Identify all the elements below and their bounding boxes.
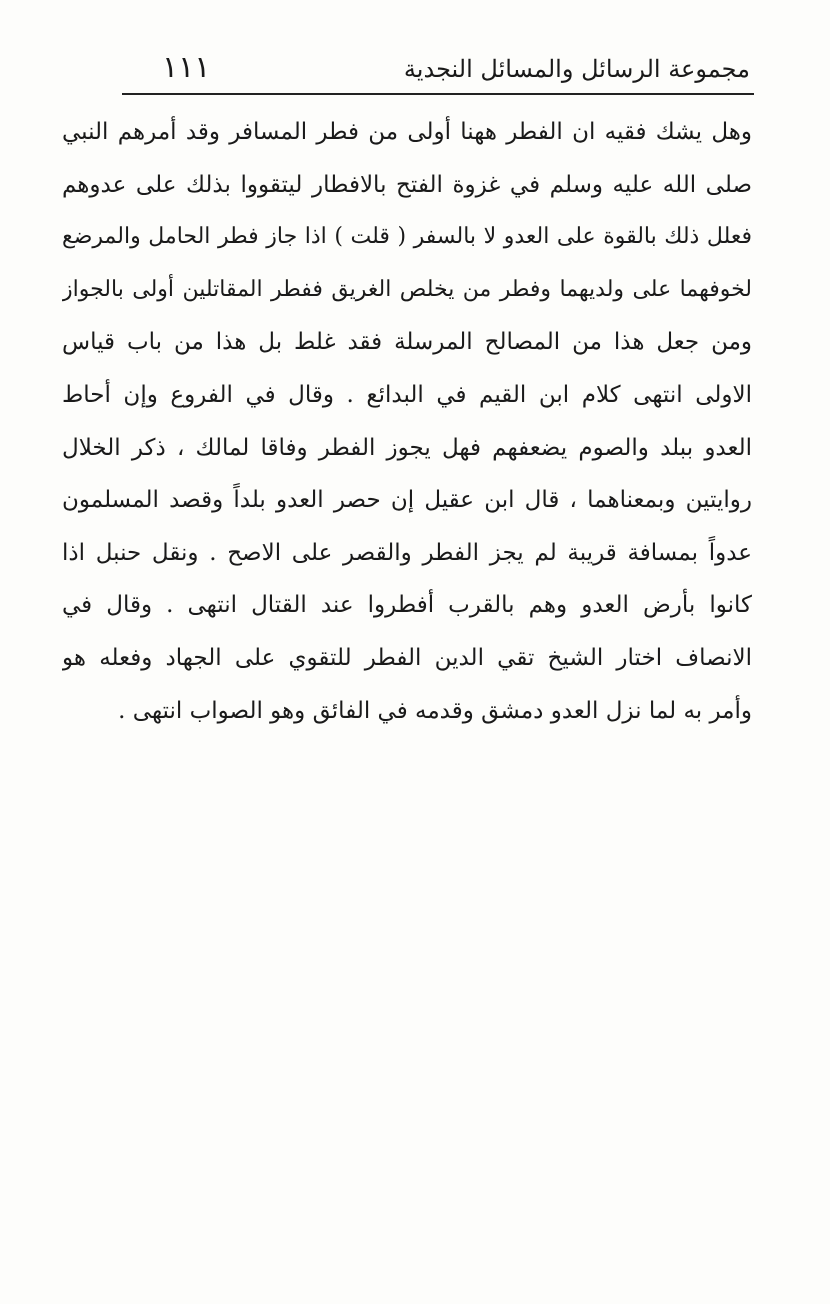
header-divider [122, 93, 754, 95]
text-line: الانصاف اختار الشيخ تقي الدين الفطر للتقوي على الجهاد وفعله هو [62, 644, 752, 671]
text-line: الاولى انتهى كلام ابن القيم في البدائع . وقال في الفروع وإن أحاط [62, 381, 752, 408]
body-text [62, 106, 752, 737]
text-line: العدو ببلد والصوم يضعفهم فهل يجوز الفطر وفاقا لمالك ، ذكر الخلال [62, 434, 752, 461]
text-line: ومن جعل هذا من المصالح المرسلة فقد غلط بل هذا من باب قياس [62, 329, 752, 356]
text-line: صلى الله عليه وسلم في غزوة الفتح بالافطار ليتقووا بذلك على عدوهم [62, 171, 752, 198]
text-line: روايتين وبمعناهما ، قال ابن عقيل إن حصر العدو بلداً وقصد المسلمون [62, 487, 752, 514]
text-line: وأمر به لما نزل العدو دمشق وقدمه في الفائق وهو الصواب انتهى . [118, 697, 752, 724]
text-line: وهل يشك فقيه ان الفطر ههنا أولى من فطر المسافر وقد أمرهم النبي [62, 119, 752, 145]
page-header [122, 48, 752, 92]
text-line: لخوفهما على ولديهما وفطر من يخلص الغريق ففطر المقاتلين أولى بالجواز [62, 276, 752, 302]
text-line: عدواً بمسافة قريبة لم يجز الفطر والقصر على الاصح . ونقل حنبل اذا [62, 539, 752, 566]
running-title: مجموعة الرسائل والمسائل النجدية [403, 55, 750, 83]
text-line: فعلل ذلك بالقوة على العدو لا بالسفر ( قلت ) اذا جاز فطر الحامل والمرضع [62, 224, 752, 250]
page-number: ١١١ [162, 50, 211, 85]
text-line: كانوا بأرض العدو وهم بالقرب أفطروا عند القتال انتهى . وقال في [62, 592, 752, 619]
